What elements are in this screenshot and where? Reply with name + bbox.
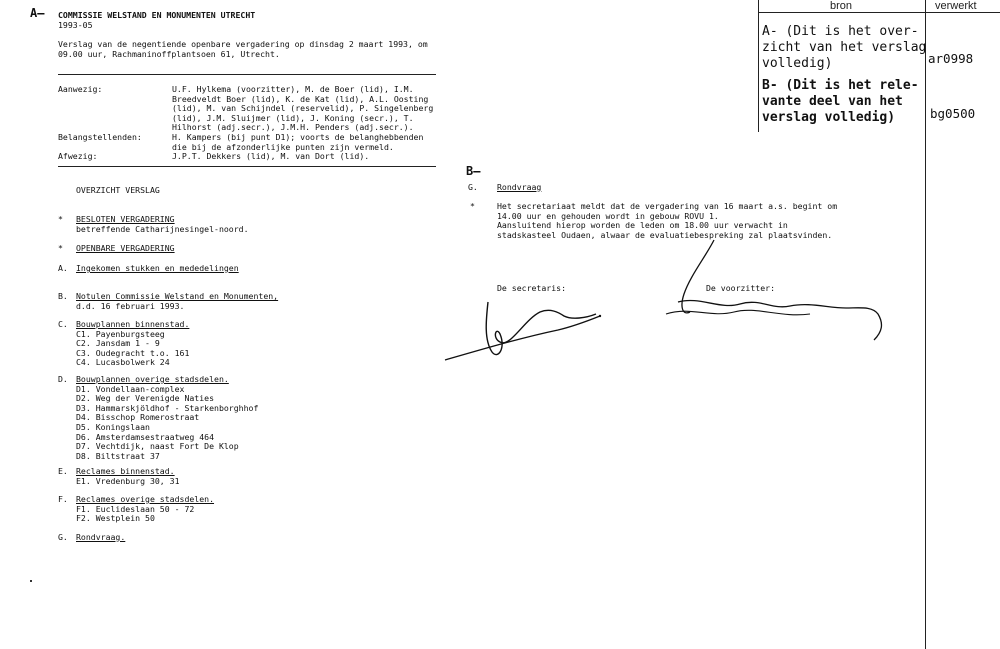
header-underline — [758, 12, 1000, 13]
doc-year: 1993-05 — [58, 20, 93, 30]
section-title: OPENBARE VERGADERING — [76, 243, 175, 253]
intro — [58, 40, 428, 59]
attendance-label-present: Aanwezig: — [58, 84, 103, 94]
margin-note-b-line: B- (Dit is het rele- — [762, 78, 919, 93]
section-title: Rondvraag. — [76, 532, 126, 542]
section-item: d.d. 16 februari 1993. — [76, 300, 185, 311]
margin-note-a — [762, 24, 926, 72]
section-openbare — [58, 244, 175, 254]
attendance-line: (lid), J.M. Sluijmer (lid), J. Koning (secr.), T. — [172, 112, 414, 123]
header-bron: bron — [830, 0, 853, 12]
section-item: F2. Westplein 50 — [76, 513, 155, 524]
rondvraag-line: stadskasteel Oudaen, alwaar de evaluatiebespreking zal plaatsvinden. — [497, 229, 833, 240]
header-verwerkt: verwerkt — [935, 0, 977, 12]
intro-line: Verslag van de negentiende openbare vergadering op dinsdag 2 maart 1993, om — [58, 39, 428, 49]
attendance-line: die bij de afzonderlijke punten zijn vermeld. — [172, 141, 394, 152]
section-d — [58, 375, 258, 461]
section-b — [58, 292, 278, 311]
rondvraag-line: Het secretariaat meldt dat de vergadering van 16 maart a.s. begint om — [497, 201, 838, 211]
section-besloten — [58, 215, 249, 234]
section-mark: * — [58, 243, 63, 253]
section-f — [58, 495, 214, 524]
section-item: C4. Lucasbolwerk 24 — [76, 357, 170, 368]
margin-code-a: ar0998 — [928, 51, 974, 66]
attendance-absent: J.P.T. Dekkers (lid), M. van Dort (lid). — [172, 151, 370, 161]
margin-note-a-line: zicht van het verslag — [762, 40, 927, 55]
rondvraag-line: 14.00 uur en gehouden wordt in gebouw ROVU 1. — [497, 210, 719, 221]
attendance-line: Hilhorst (adj.secr.), J.M.H. Penders (adj.secr.). — [172, 122, 414, 133]
section-item: E1. Vredenburg 30, 31 — [76, 475, 180, 486]
section-mark: D. — [58, 374, 68, 384]
section-item: D4. Bisschop Romerostraat — [76, 412, 200, 423]
intro-line: 09.00 uur, Rachmaninoffplantsoen 61, Utrecht. — [58, 48, 280, 59]
marker-b: B– — [466, 164, 481, 178]
section-title: Bouwplannen binnenstad. — [76, 319, 190, 329]
attendance-interested — [172, 133, 423, 152]
attendance-label-interested: Belangstellenden: — [58, 132, 142, 142]
margin-note-b-line: verslag volledig) — [762, 110, 896, 125]
margin-note-b-line: vante deel van het — [762, 94, 903, 109]
chair-signature — [660, 236, 900, 346]
rondvraag-title: Rondvraag — [497, 182, 542, 192]
section-title: Ingekomen stukken en mededelingen — [76, 263, 239, 273]
column-divider-left — [758, 0, 759, 132]
section-item: D8. Biltstraat 37 — [76, 450, 160, 461]
margin-note-a-line: volledig) — [762, 56, 833, 71]
marker-a: A– — [30, 6, 45, 20]
section-item: D1. Vondellaan-complex — [76, 383, 185, 394]
section-title: Reclames overige stadsdelen. — [76, 494, 215, 504]
attendance-line: H. Kampers (bij punt D1); voorts de belanghebbenden — [172, 132, 424, 142]
attendance-present — [172, 85, 433, 133]
attendance-line: (lid), M. van Schijndel (reservelid), P. Singelenberg — [172, 103, 434, 114]
section-title: Notulen Commissie Welstand en Monumenten, — [76, 291, 279, 301]
section-mark: B. — [58, 291, 68, 301]
attendance-label-absent: Afwezig: — [58, 151, 98, 161]
rondvraag-mark: G. — [468, 182, 478, 192]
section-title: BESLOTEN VERGADERING — [76, 214, 175, 224]
column-divider-right — [925, 0, 926, 649]
section-a — [58, 264, 239, 274]
section-item: C1. Payenburgsteeg — [76, 328, 165, 339]
margin-note-a-line: A- (Dit is het over- — [762, 24, 919, 39]
org-title: COMMISSIE WELSTAND EN MONUMENTEN UTRECHT — [58, 10, 256, 20]
section-item: D6. Amsterdamsestraatweg 464 — [76, 431, 215, 442]
margin-note-b — [762, 78, 919, 126]
section-title: Reclames binnenstad. — [76, 466, 175, 476]
section-item: D2. Weg der Verenigde Naties — [76, 393, 215, 404]
sign-secretary-label: De secretaris: — [497, 283, 567, 293]
section-item: C2. Jansdam 1 - 9 — [76, 338, 160, 349]
section-mark: A. — [58, 263, 68, 273]
section-mark: * — [58, 214, 63, 224]
stray-dot — [30, 580, 32, 582]
section-c — [58, 320, 189, 368]
section-item: D7. Vechtdijk, naast Fort De Klop — [76, 441, 239, 452]
section-g — [58, 533, 125, 543]
sign-chair-label: De voorzitter: — [706, 283, 776, 293]
section-item: D5. Koningslaan — [76, 421, 150, 432]
rule-attendance — [58, 166, 436, 167]
section-mark: C. — [58, 319, 68, 329]
margin-code-b: bg0500 — [930, 106, 976, 121]
rondvraag-text — [497, 202, 837, 240]
attendance-line: Breedveldt Boer (lid), K. de Kat (lid), A.L. Oosting — [172, 93, 429, 104]
secretary-signature — [440, 290, 610, 370]
attendance-line: U.F. Hylkema (voorzitter), M. de Boer (lid), I.M. — [172, 84, 414, 94]
rule-top — [58, 74, 436, 75]
section-mark: E. — [58, 466, 68, 476]
overview-title: OVERZICHT VERSLAG — [76, 185, 160, 195]
section-item: F1. Euclideslaan 50 - 72 — [76, 503, 195, 514]
section-item: betreffende Catharijnesingel-noord. — [76, 223, 249, 234]
rondvraag-bullet: * — [470, 201, 475, 211]
section-item: C3. Oudegracht t.o. 161 — [76, 347, 190, 358]
section-item: D3. Hammarskjöldhof - Starkenborghhof — [76, 402, 259, 413]
section-e — [58, 467, 180, 486]
section-title: Bouwplannen overige stadsdelen. — [76, 374, 229, 384]
section-mark: F. — [58, 494, 68, 504]
rondvraag-line: Aansluitend hierop worden de leden om 18.00 uur verwacht in — [497, 220, 788, 231]
section-mark: G. — [58, 532, 68, 542]
